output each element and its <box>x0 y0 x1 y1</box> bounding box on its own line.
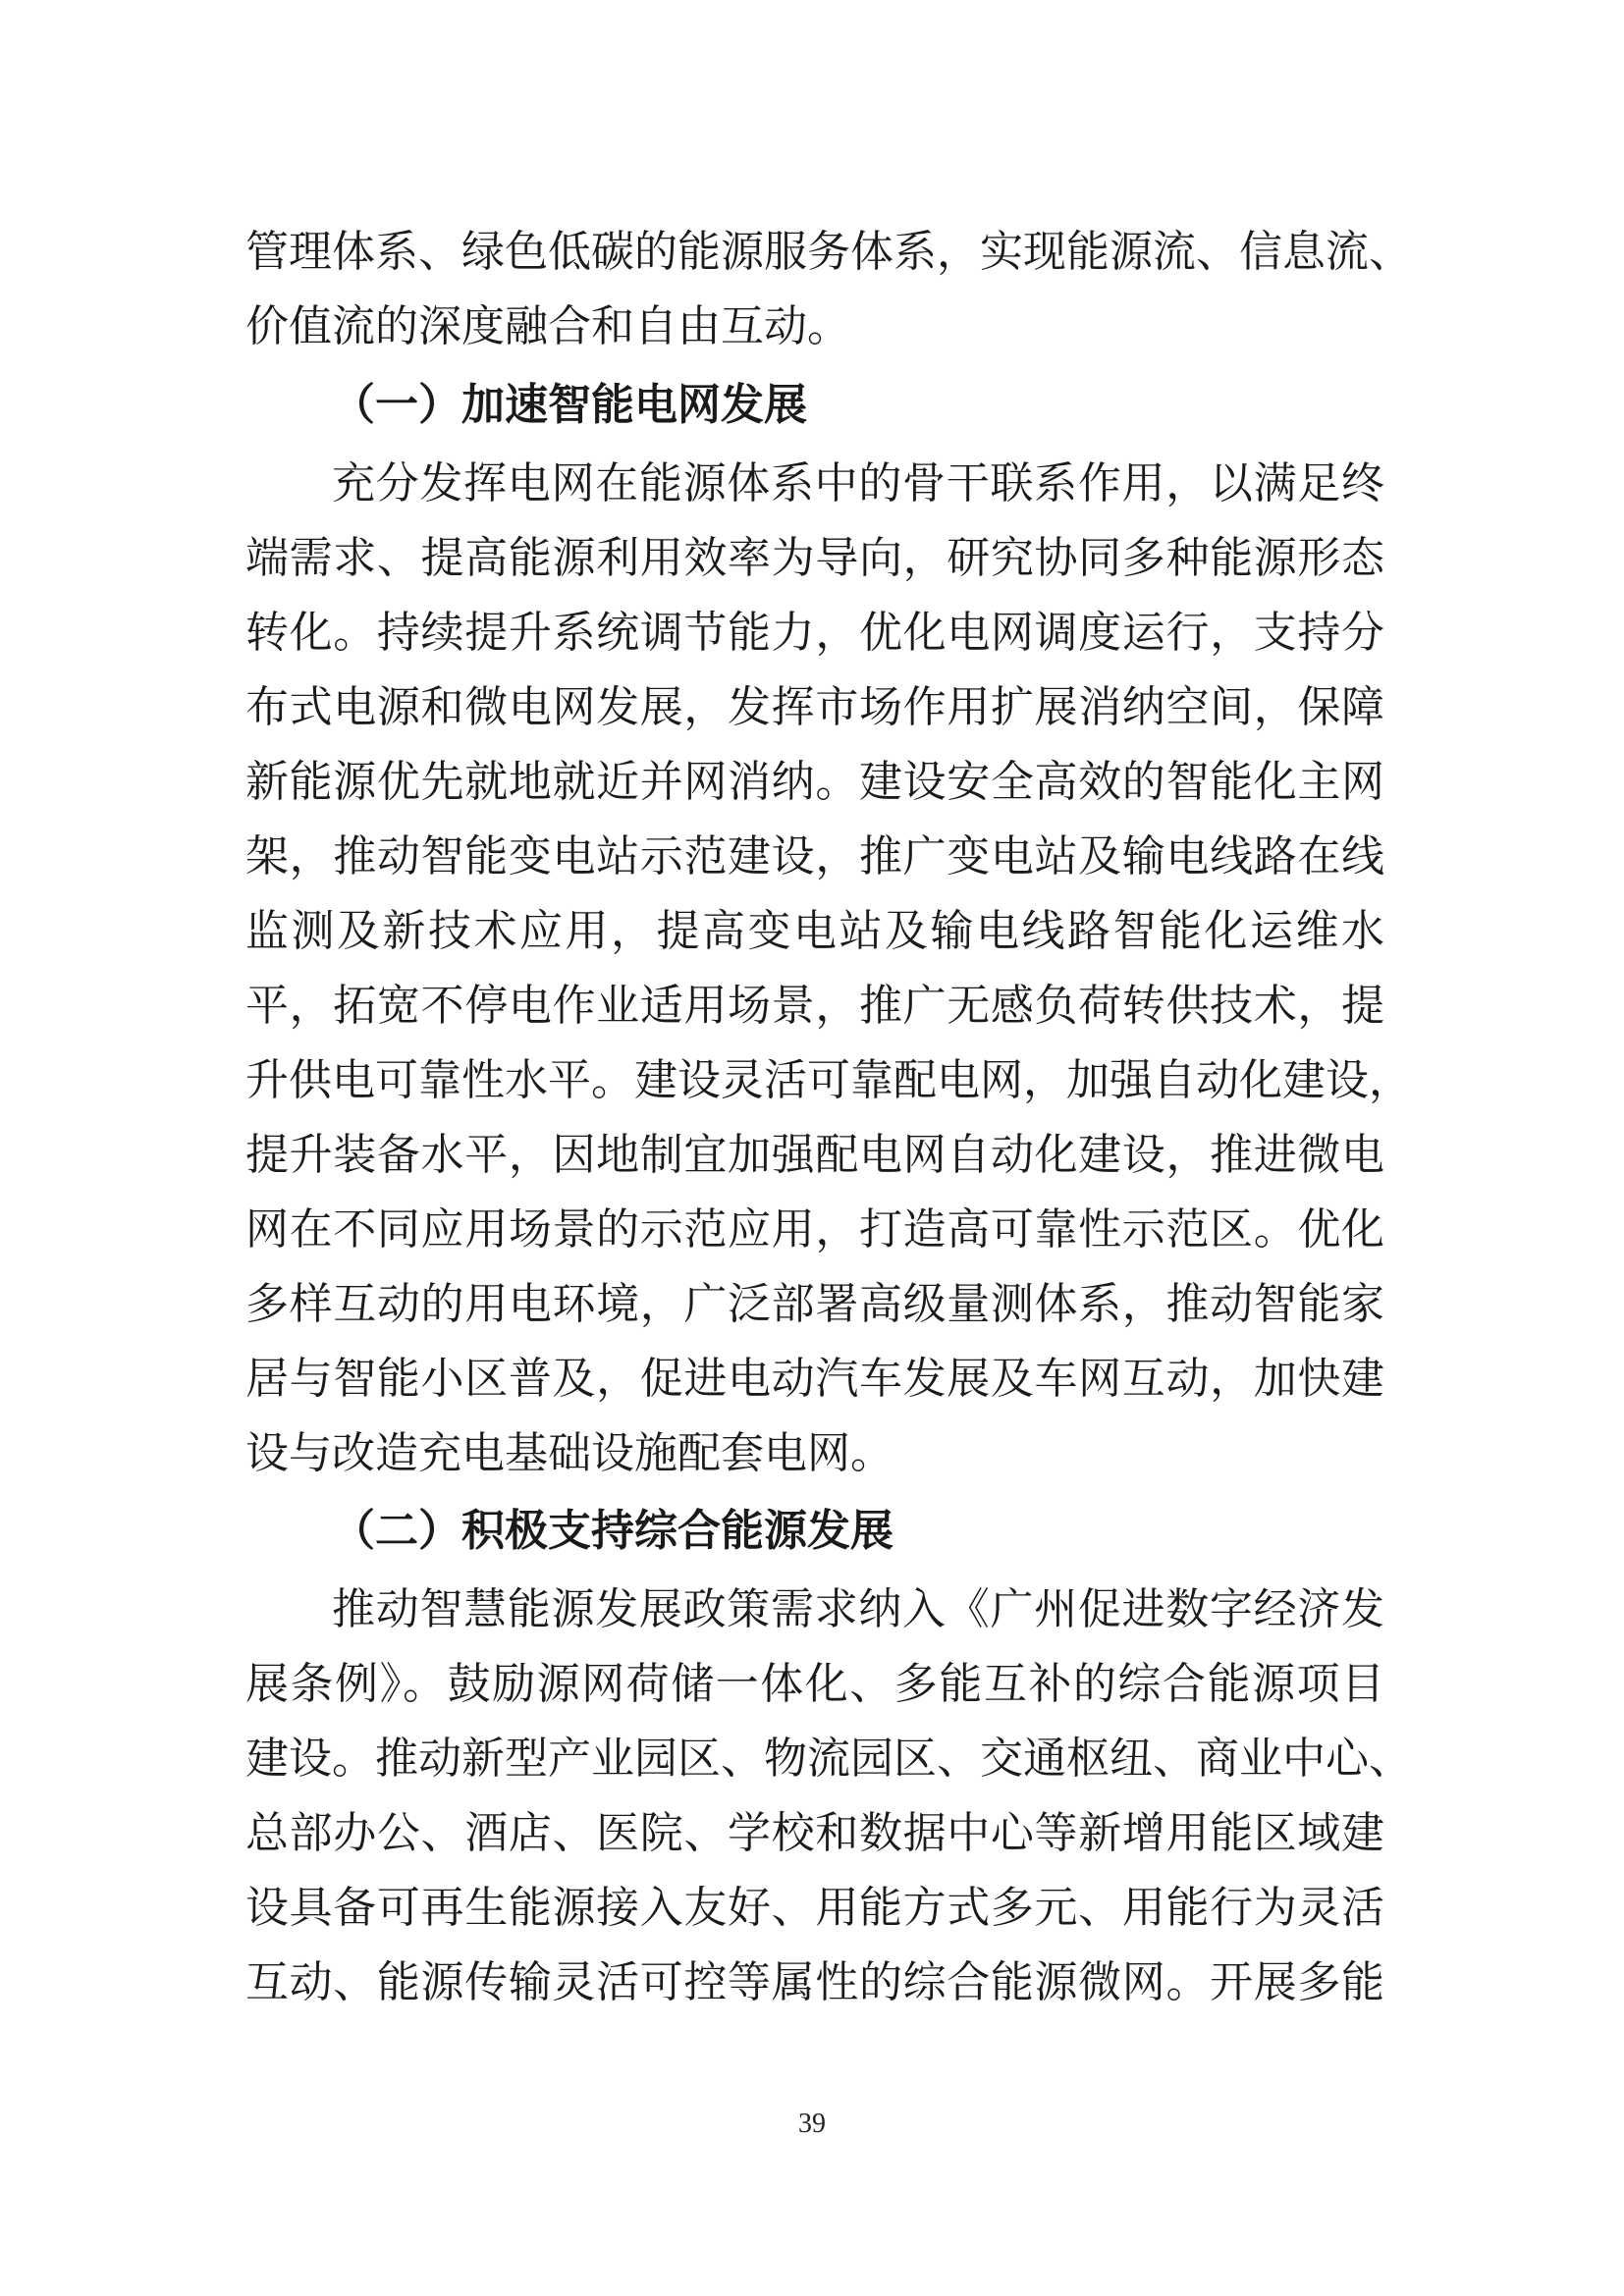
paragraph-line: 居与智能小区普及，促进电动汽车发展及车网互动，加快建 <box>245 1354 1384 1404</box>
paragraph-line: 价值流的深度融合和自由互动。 <box>245 301 850 351</box>
paragraph-line: 平，拓宽不停电作业适用场景，推广无感负荷转供技术，提 <box>245 981 1384 1031</box>
paragraph-line: 管理体系、绿色低碳的能源服务体系，实现能源流、信息流、 <box>245 227 1412 277</box>
paragraph-line: 多样互动的用电环境，广泛部署高级量测体系，推动智能家 <box>245 1279 1384 1329</box>
paragraph-line: 网在不同应用场景的示范应用，打造高可靠性示范区。优化 <box>245 1204 1384 1255</box>
paragraph-line: 设与改造充电基础设施配套电网。 <box>245 1428 893 1478</box>
paragraph-line: 充分发挥电网在能源体系中的骨干联系作用，以满足终 <box>332 458 1384 508</box>
paragraph-line: 设具备可再生能源接入友好、用能方式多元、用能行为灵活 <box>245 1883 1384 1933</box>
paragraph-line: 升供电可靠性水平。建设灵活可靠配电网，加强自动化建设， <box>245 1055 1412 1105</box>
section-heading-2: （二）积极支持综合能源发展 <box>332 1506 893 1556</box>
paragraph-line: 提升装备水平，因地制宜加强配电网自动化建设，推进微电 <box>245 1130 1384 1180</box>
paragraph-line: 监测及新技术应用，提高变电站及输电线路智能化运维水 <box>245 906 1384 956</box>
paragraph-line: 转化。持续提升系统调节能力，优化电网调度运行，支持分 <box>245 608 1384 658</box>
paragraph-line: 建设。推动新型产业园区、物流园区、交通枢纽、商业中心、 <box>245 1734 1412 1784</box>
paragraph-line: 推动智慧能源发展政策需求纳入《广州促进数字经济发 <box>332 1584 1384 1634</box>
paragraph-line: 新能源优先就地就近并网消纳。建设安全高效的智能化主网 <box>245 757 1384 807</box>
page-number: 39 <box>798 2109 826 2139</box>
paragraph-line: 互动、能源传输灵活可控等属性的综合能源微网。开展多能 <box>245 1957 1384 2007</box>
paragraph-line: 布式电源和微电网发展，发挥市场作用扩展消纳空间，保障 <box>245 682 1384 732</box>
paragraph-line: 展条例》。鼓励源网荷储一体化、多能互补的综合能源项目 <box>245 1659 1384 1709</box>
paragraph-line: 架，推动智能变电站示范建设，推广变电站及输电线路在线 <box>245 831 1384 881</box>
paragraph-line: 端需求、提高能源利用效率为导向，研究协同多种能源形态 <box>245 533 1384 583</box>
section-heading-1: （一）加速智能电网发展 <box>332 380 807 430</box>
paragraph-line: 总部办公、酒店、医院、学校和数据中心等新增用能区域建 <box>245 1808 1384 1858</box>
